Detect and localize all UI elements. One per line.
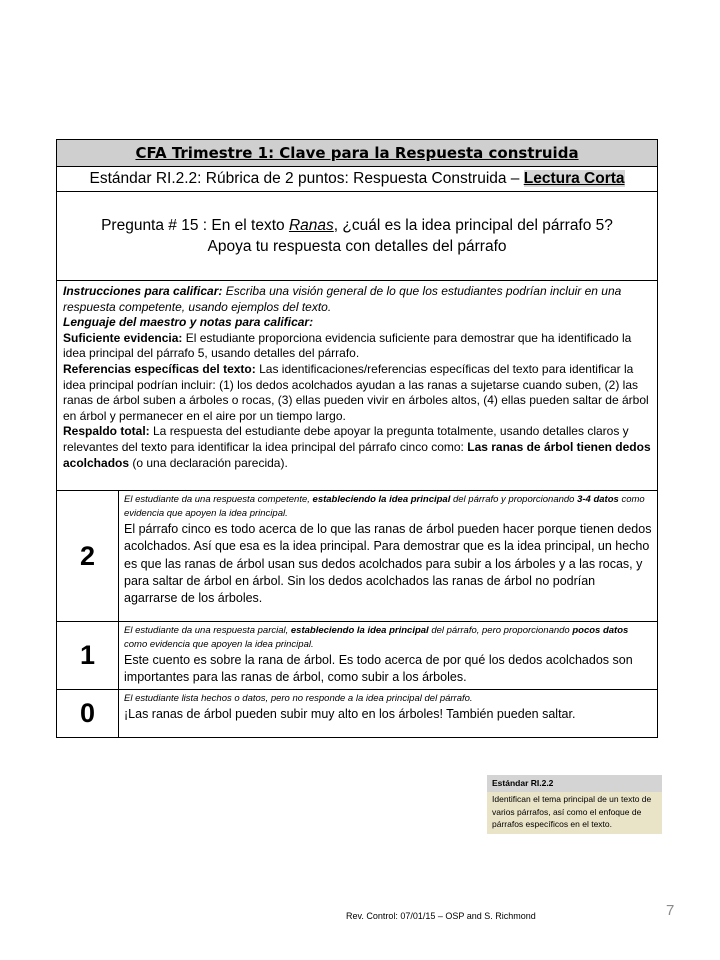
score-value: 0 xyxy=(57,690,119,738)
score-description: El estudiante da una respuesta parcial, estableciendo la idea principal del párrafo, pero proporcionando pocos datos como evidencia que apoyen la idea principal. Este cuento es sobre la rana de árbol. Es todo acerca de por qué los dedos acolchados son importantes para las ranas de árbol, como subir a los árboles. xyxy=(119,622,658,690)
revision-footer: Rev. Control: 07/01/15 – OSP and S. Richmond xyxy=(346,911,536,921)
score-description: El estudiante da una respuesta competente, estableciendo la idea principal del párrafo y proporcionando 3-4 datos como evidencia que apoyen la idea principal. El párrafo cinco es todo acerca de lo que las ranas de árbol pueden hacer porque tienen dedos acolchados. Así que esa es la idea principal. Para demostrar que es la idea principal, un hecho es que las ranas de árbol usan sus dedos acolchados para subir a los árboles y a las rocas, y para saltar de árbol en árbol. Sin los dedos acolchados las ranas de árbol no podrían agarrarse de los árboles. xyxy=(119,491,658,622)
score-value: 2 xyxy=(57,491,119,622)
text-title: Ranas xyxy=(288,217,334,234)
page-number: 7 xyxy=(666,902,675,919)
standard-box-body: Identifican el tema principal de un texto de varios párrafos, así como el enfoque de párrafos específicos en el texto. xyxy=(487,792,662,834)
sample-response: El párrafo cinco es todo acerca de lo que las ranas de árbol pueden hacer porque tienen dedos acolchados. Así que esa es la idea principal. Para demostrar que es la idea principal, un hecho es que las ranas de árbol usan sus dedos acolchados para subir a los árboles y a las rocas, y para saltar de árbol en árbol. Sin los dedos acolchados las ranas de árbol no podrían agarrarse de los árboles. xyxy=(124,522,652,606)
sample-response: Este cuento es sobre la rana de árbol. Es todo acerca de por qué los dedos acolchados son importantes para las ranas de árbol, como subir a los árboles. xyxy=(124,653,633,685)
scoring-instructions: Instrucciones para calificar: Escriba una visión general de lo que los estudiantes podrían incluir en una respuesta competente, usando ejemplos del texto. Lenguaje del maestro y notas para calificar: Suficiente evidencia: El estudiante proporciona evidencia suficiente para demostrar que ha identificado la idea principal del párrafo 5, usando detalles del párrafo. Referencias específicas del texto: Las identificaciones/referencias específicas del texto para identificar la idea principal podrían incluir: (1) los dedos acolchados ayudan a las ranas a sujetarse cuando suben, (2) las ranas de árbol suben a árboles o rocas, (3) ellas pueden vivir en árboles altos, (4) ellas pueden saltar de árbol en árbol y permanecer en el aire por un tiempo largo. Respaldo total: La respuesta del estudiante debe apoyar la pregunta totalmente, usando detalles claros y relevantes del texto para identificar la idea principal del párrafo cinco como: Las ranas de árbol tienen dedos acolchados (o una declaración parecida). xyxy=(57,281,658,491)
score-row-2 xyxy=(57,491,658,622)
lectura-corta-label: Lectura Corta xyxy=(523,170,625,187)
rubric-table xyxy=(56,139,658,738)
standard-line: Estándar RI.2.2: Rúbrica de 2 puntos: Respuesta Construida – Lectura Corta xyxy=(57,167,658,192)
standard-box xyxy=(487,775,662,834)
rubric-title: CFA Trimestre 1: Clave para la Respuesta construida xyxy=(57,140,658,167)
sample-response: ¡Las ranas de árbol pueden subir muy alto en los árboles! También pueden saltar. xyxy=(124,707,576,721)
score-row-0 xyxy=(57,690,658,738)
score-row-1 xyxy=(57,622,658,690)
question-prompt: Pregunta # 15 : En el texto Ranas, ¿cuál es la idea principal del párrafo 5? Apoya tu respuesta con detalles del párrafo xyxy=(57,192,658,281)
standard-box-heading: Estándar RI.2.2 xyxy=(487,775,662,792)
score-description: El estudiante lista hechos o datos, pero no responde a la idea principal del párrafo. ¡Las ranas de árbol pueden subir muy alto en los árboles! También pueden saltar. xyxy=(119,690,658,738)
score-value: 1 xyxy=(57,622,119,690)
